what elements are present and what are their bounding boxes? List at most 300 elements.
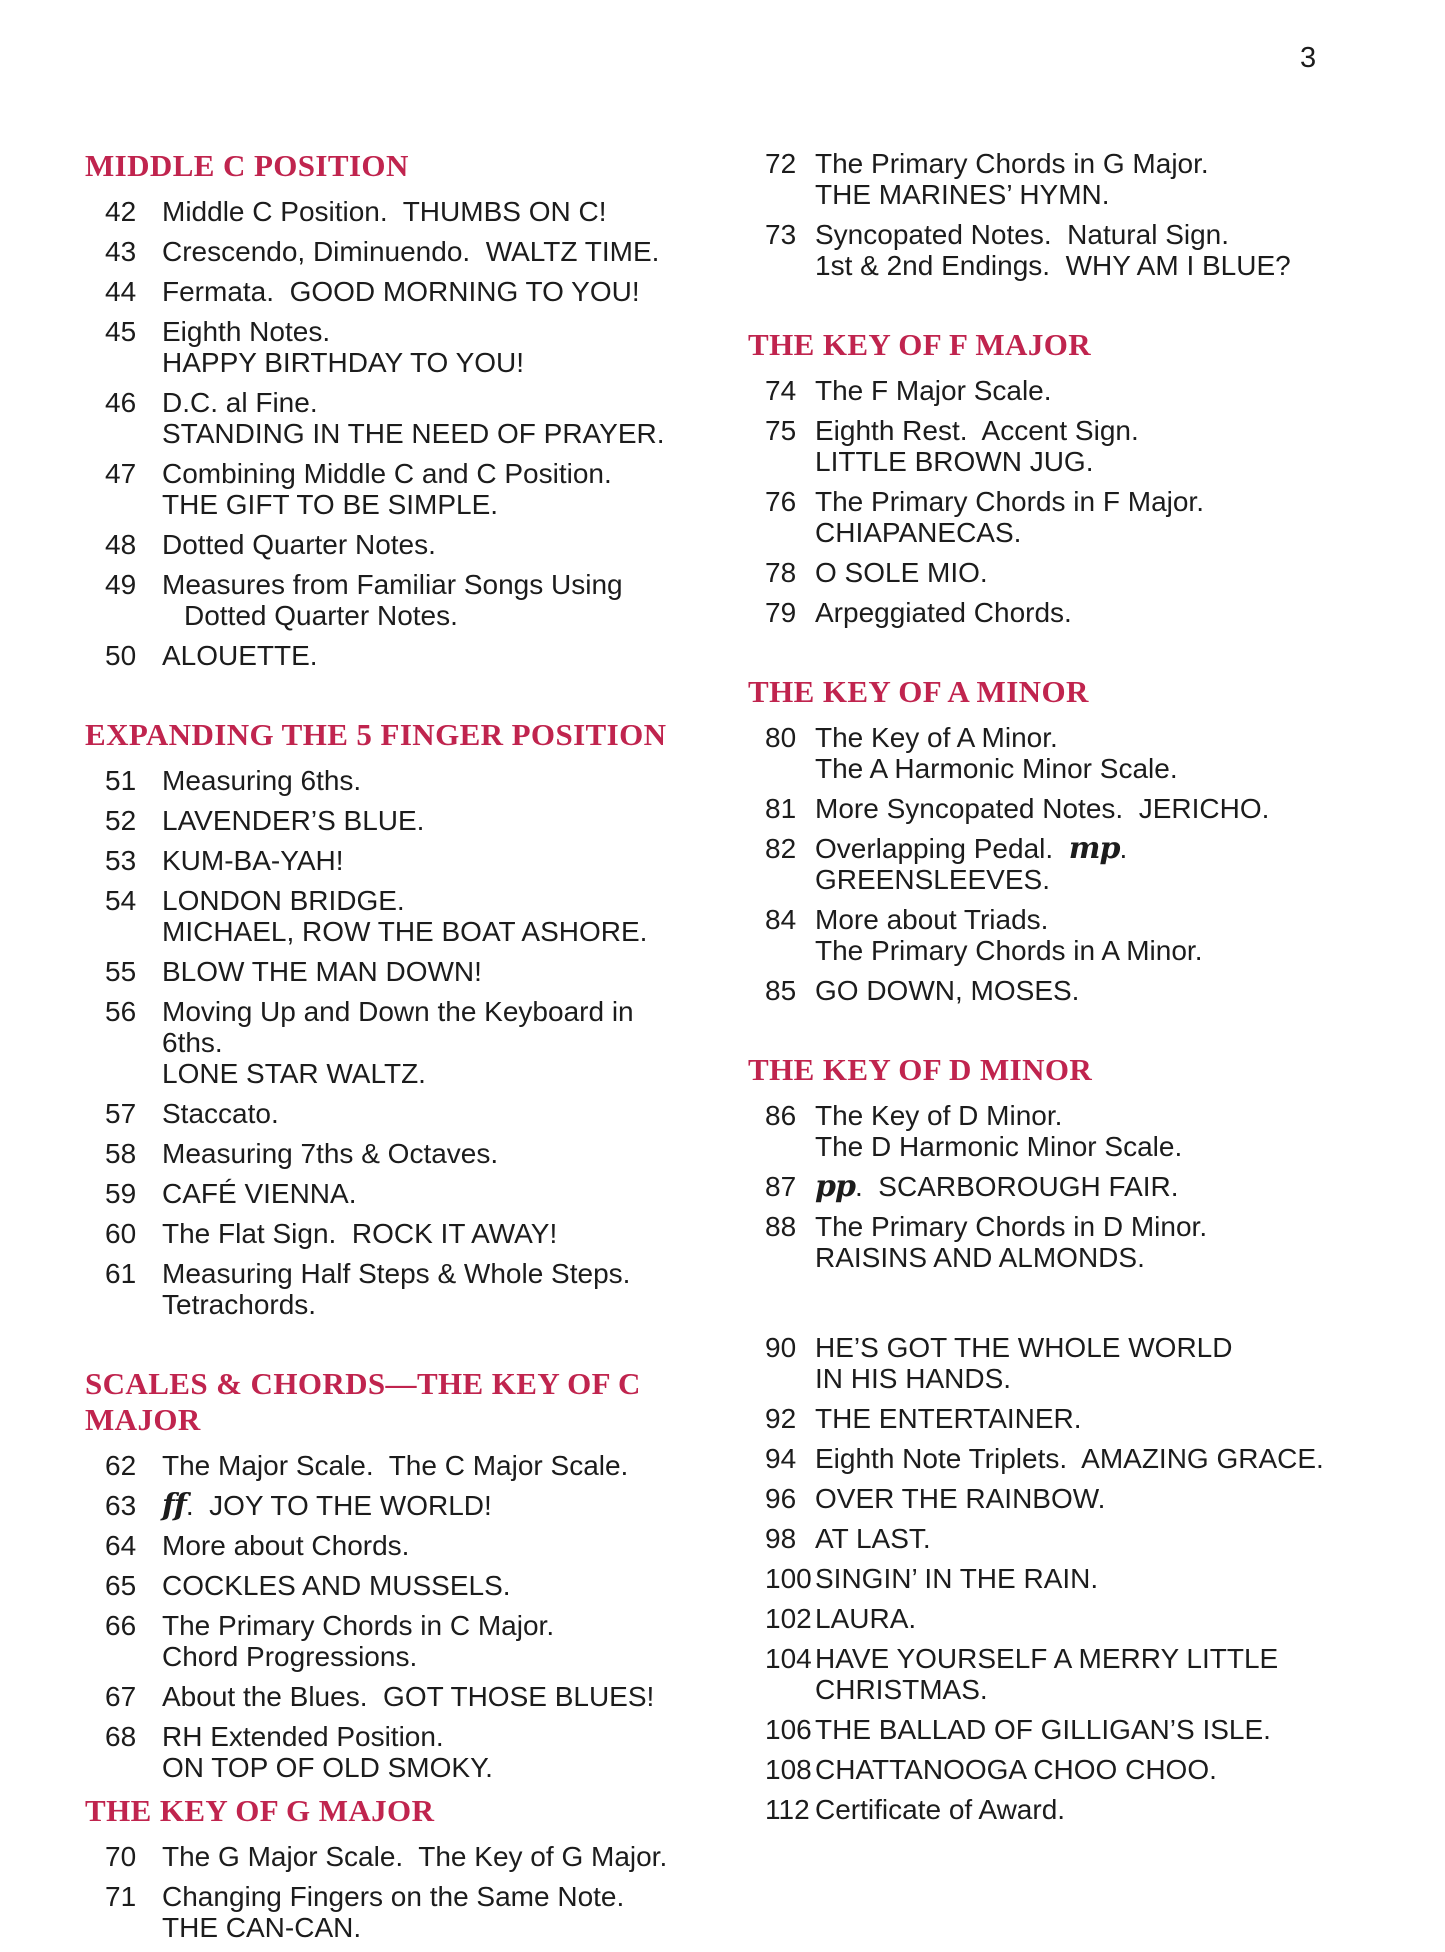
text-segment: OVER THE RAINBOW. xyxy=(815,1483,1106,1514)
entry-page-number: 66 xyxy=(105,1610,137,1641)
entry-text-line xyxy=(162,489,700,520)
entry-text-line xyxy=(815,557,1413,588)
text-segment: Tetrachords. xyxy=(162,1289,317,1320)
text-segment: STANDING IN THE NEED OF PRAYER. xyxy=(162,418,665,449)
entry-text-line xyxy=(815,1794,1413,1825)
entry-text-line xyxy=(815,1242,1413,1273)
text-segment: AT LAST. xyxy=(815,1523,931,1554)
entry-text-line xyxy=(162,1098,700,1129)
text-segment: . JOY TO THE WORLD! xyxy=(185,1490,492,1521)
entry-text xyxy=(815,1443,1413,1474)
text-segment: More Syncopated Notes. JERICHO. xyxy=(815,793,1270,824)
text-segment: CHATTANOOGA CHOO CHOO. xyxy=(815,1754,1217,1785)
toc-entry xyxy=(85,1450,700,1481)
toc-entry xyxy=(85,1218,700,1249)
toc-entry xyxy=(85,236,700,267)
toc-entry xyxy=(85,1841,700,1872)
entry-text xyxy=(162,845,700,876)
toc-entry xyxy=(748,833,1413,895)
text-segment: Syncopated Notes. Natural Sign. xyxy=(815,219,1230,250)
entry-text-line xyxy=(815,1674,1413,1705)
entry-text-line xyxy=(162,640,700,671)
section-gap xyxy=(748,1282,1413,1332)
text-segment: The A Harmonic Minor Scale. xyxy=(815,753,1178,784)
entry-text xyxy=(815,722,1413,784)
entry-text xyxy=(162,387,700,449)
entry-page-number: 86 xyxy=(765,1100,797,1131)
entry-page-number: 87 xyxy=(765,1171,797,1202)
text-segment: The Primary Chords in C Major. xyxy=(162,1610,555,1641)
toc-entry xyxy=(748,1714,1413,1745)
entry-text-line xyxy=(162,1610,700,1641)
entry-text xyxy=(815,1332,1413,1394)
text-segment: LONE STAR WALTZ. xyxy=(162,1058,426,1089)
entry-text-line xyxy=(162,1490,700,1521)
entry-text-line xyxy=(162,347,700,378)
toc-entry xyxy=(748,1794,1413,1825)
entry-page-number: 59 xyxy=(105,1178,137,1209)
toc-entry xyxy=(85,1098,700,1129)
entry-page-number: 98 xyxy=(765,1523,797,1554)
entry-text xyxy=(162,885,700,947)
entry-text xyxy=(815,597,1413,628)
toc-entry xyxy=(85,1681,700,1712)
toc-entry xyxy=(748,486,1413,548)
toc-entry xyxy=(85,458,700,520)
toc-entry xyxy=(748,219,1413,281)
text-segment: . SCARBOROUGH FAIR. xyxy=(854,1171,1179,1202)
text-segment: The Major Scale. The C Major Scale. xyxy=(162,1450,629,1481)
entry-page-number: 79 xyxy=(765,597,797,628)
entry-text xyxy=(815,557,1413,588)
entry-page-number: 46 xyxy=(105,387,137,418)
toc-entry xyxy=(85,1530,700,1561)
entry-text xyxy=(815,1403,1413,1434)
text-segment: THE GIFT TO BE SIMPLE. xyxy=(162,489,499,520)
entry-text xyxy=(162,1178,700,1209)
text-segment: GREENSLEEVES. xyxy=(815,864,1050,895)
text-segment: ALOUETTE. xyxy=(162,640,318,671)
toc-entry xyxy=(85,569,700,631)
entry-text-line xyxy=(162,316,700,347)
entry-text-line xyxy=(162,1841,700,1872)
entry-text-line xyxy=(162,1881,700,1912)
entry-text-line xyxy=(815,219,1413,250)
entry-page-number: 67 xyxy=(105,1681,137,1712)
toc-entry xyxy=(85,196,700,227)
entry-text xyxy=(815,1523,1413,1554)
entry-text-line xyxy=(815,1211,1413,1242)
toc-entry xyxy=(748,722,1413,784)
entry-text-line xyxy=(815,722,1413,753)
toc-entry xyxy=(748,1643,1413,1705)
entry-text-line xyxy=(815,1603,1413,1634)
text-segment: About the Blues. GOT THOSE BLUES! xyxy=(162,1681,655,1712)
entry-text xyxy=(162,276,700,307)
entry-text xyxy=(162,1721,700,1783)
entry-text xyxy=(162,765,700,796)
text-segment: KUM-BA-YAH! xyxy=(162,845,344,876)
entry-text-line xyxy=(162,805,700,836)
toc-entry xyxy=(748,1563,1413,1594)
entry-page-number: 80 xyxy=(765,722,797,753)
text-segment: Staccato. xyxy=(162,1098,279,1129)
text-segment: Arpeggiated Chords. xyxy=(815,597,1072,628)
entry-text xyxy=(815,833,1413,895)
entry-page-number: 74 xyxy=(765,375,797,406)
entry-page-number: 82 xyxy=(765,833,797,864)
entry-text-line xyxy=(162,916,700,947)
dynamic-symbol: ff xyxy=(162,1488,186,1523)
toc-entry xyxy=(85,316,700,378)
entry-page-number: 76 xyxy=(765,486,797,517)
entry-text xyxy=(162,236,700,267)
text-segment: Changing Fingers on the Same Note. xyxy=(162,1881,625,1912)
entry-text-line xyxy=(815,975,1413,1006)
toc-entry xyxy=(748,1754,1413,1785)
entry-page-number: 90 xyxy=(765,1332,797,1363)
entry-text-line xyxy=(162,600,700,631)
entry-text xyxy=(815,1714,1413,1745)
entry-page-number: 72 xyxy=(765,148,797,179)
text-segment: Fermata. GOOD MORNING TO YOU! xyxy=(162,276,640,307)
text-segment: The F Major Scale. xyxy=(815,375,1052,406)
entry-text-line xyxy=(815,179,1413,210)
text-segment: LAVENDER’S BLUE. xyxy=(162,805,425,836)
entry-page-number: 64 xyxy=(105,1530,137,1561)
entry-text-line xyxy=(815,1100,1413,1131)
entry-text-line xyxy=(815,864,1413,895)
entry-page-number: 54 xyxy=(105,885,137,916)
text-segment: Measures from Familiar Songs Using xyxy=(162,569,623,600)
text-segment: CAFÉ VIENNA. xyxy=(162,1178,357,1209)
toc-entry xyxy=(748,1332,1413,1394)
entry-text xyxy=(162,458,700,520)
entry-page-number: 106 xyxy=(765,1714,812,1745)
entry-text-line xyxy=(815,486,1413,517)
entry-page-number: 92 xyxy=(765,1403,797,1434)
section-heading: THE KEY OF F MAJOR xyxy=(748,327,1092,362)
section-heading: SCALES & CHORDS—THE KEY OF C MAJOR xyxy=(85,1366,641,1437)
entry-text xyxy=(815,375,1413,406)
text-segment: SINGIN’ IN THE RAIN. xyxy=(815,1563,1099,1594)
text-segment: O SOLE MIO. xyxy=(815,557,988,588)
toc-entry xyxy=(748,1603,1413,1634)
entry-page-number: 50 xyxy=(105,640,137,671)
text-segment: Middle C Position. THUMBS ON C! xyxy=(162,196,607,227)
text-segment: HAVE YOURSELF A MERRY LITTLE xyxy=(815,1643,1279,1674)
entry-text-line xyxy=(815,753,1413,784)
text-segment: The Primary Chords in D Minor. xyxy=(815,1211,1208,1242)
entry-text-line xyxy=(162,1138,700,1169)
text-segment: GO DOWN, MOSES. xyxy=(815,975,1080,1006)
toc-entry xyxy=(85,276,700,307)
text-segment: THE CAN-CAN. xyxy=(162,1912,362,1943)
entry-text-line xyxy=(815,375,1413,406)
text-segment: LITTLE BROWN JUG. xyxy=(815,446,1094,477)
entry-text-line xyxy=(815,833,1413,864)
text-segment: . xyxy=(1119,833,1128,864)
entry-page-number: 78 xyxy=(765,557,797,588)
entry-page-number: 45 xyxy=(105,316,137,347)
entry-text-line xyxy=(815,517,1413,548)
entry-page-number: 58 xyxy=(105,1138,137,1169)
toc-entry xyxy=(748,1211,1413,1273)
entry-text-line xyxy=(162,1641,700,1672)
section-heading: THE KEY OF A MINOR xyxy=(748,674,1089,709)
text-segment: ON TOP OF OLD SMOKY. xyxy=(162,1752,493,1783)
entry-text-line xyxy=(162,1218,700,1249)
toc-entry xyxy=(85,1138,700,1169)
toc-entry xyxy=(85,529,700,560)
entry-text-line xyxy=(815,250,1413,281)
entry-text xyxy=(162,1258,700,1320)
entry-page-number: 56 xyxy=(105,996,137,1027)
entry-page-number: 65 xyxy=(105,1570,137,1601)
toc-entry xyxy=(85,956,700,987)
text-segment: RAISINS AND ALMONDS. xyxy=(815,1242,1145,1273)
entry-text xyxy=(815,793,1413,824)
toc-column-left xyxy=(85,148,700,1952)
entry-text-line xyxy=(162,1912,700,1943)
entry-text-line xyxy=(162,387,700,418)
toc-entry xyxy=(85,1490,700,1521)
entry-text xyxy=(815,1171,1413,1202)
entry-text xyxy=(162,569,700,631)
text-segment: Certificate of Award. xyxy=(815,1794,1066,1825)
entry-text xyxy=(162,1681,700,1712)
entry-text-line xyxy=(162,1178,700,1209)
entry-page-number: 85 xyxy=(765,975,797,1006)
toc-entry xyxy=(85,845,700,876)
entry-text-line xyxy=(162,458,700,489)
dynamic-symbol: pp xyxy=(815,1169,855,1204)
entry-text-line xyxy=(162,529,700,560)
toc-entry xyxy=(85,996,700,1089)
entry-text xyxy=(162,1881,700,1943)
entry-text-line xyxy=(162,1450,700,1481)
entry-page-number: 88 xyxy=(765,1211,797,1242)
entry-text-line xyxy=(815,1643,1413,1674)
text-segment: COCKLES AND MUSSELS. xyxy=(162,1570,511,1601)
toc-entry xyxy=(85,885,700,947)
entry-text xyxy=(162,640,700,671)
text-segment: Dotted Quarter Notes. xyxy=(162,529,436,560)
entry-text-line xyxy=(815,793,1413,824)
entry-page-number: 48 xyxy=(105,529,137,560)
toc-entry xyxy=(85,1178,700,1209)
entry-page-number: 102 xyxy=(765,1603,812,1634)
toc-entry xyxy=(748,904,1413,966)
entry-text-line xyxy=(162,1752,700,1783)
entry-text-line xyxy=(162,996,700,1058)
entry-text-line xyxy=(815,1363,1413,1394)
text-segment: More about Triads. xyxy=(815,904,1049,935)
entry-text-line xyxy=(815,1714,1413,1745)
entry-page-number: 53 xyxy=(105,845,137,876)
entry-page-number: 49 xyxy=(105,569,137,600)
text-segment: Moving Up and Down the Keyboard in 6ths. xyxy=(162,996,642,1058)
toc-entry xyxy=(748,1100,1413,1162)
entry-text xyxy=(162,1218,700,1249)
text-segment: Measuring 6ths. xyxy=(162,765,362,796)
text-segment: Overlapping Pedal. xyxy=(815,833,1069,864)
entry-text xyxy=(162,1530,700,1561)
entry-text xyxy=(815,904,1413,966)
text-segment: LAURA. xyxy=(815,1603,917,1634)
text-segment: Eighth Note Triplets. AMAZING GRACE. xyxy=(815,1443,1324,1474)
text-segment: D.C. al Fine. xyxy=(162,387,318,418)
entry-text xyxy=(162,196,700,227)
toc-entry xyxy=(748,1403,1413,1434)
toc-column-right xyxy=(748,148,1413,1834)
entry-page-number: 47 xyxy=(105,458,137,489)
toc-entry xyxy=(748,375,1413,406)
text-segment: CHRISTMAS. xyxy=(815,1674,988,1705)
entry-text-line xyxy=(162,569,700,600)
toc-entry xyxy=(748,1171,1413,1202)
entry-text-line xyxy=(162,1530,700,1561)
text-segment: The Primary Chords in A Minor. xyxy=(815,935,1203,966)
text-segment: HAPPY BIRTHDAY TO YOU! xyxy=(162,347,525,378)
entry-text-line xyxy=(815,1563,1413,1594)
entry-text-line xyxy=(162,418,700,449)
section-heading: THE KEY OF G MAJOR xyxy=(85,1793,435,1828)
text-segment: The Primary Chords in G Major. xyxy=(815,148,1209,179)
text-segment: The Primary Chords in F Major. xyxy=(815,486,1204,517)
entry-text xyxy=(162,956,700,987)
entry-text-line xyxy=(815,1171,1413,1202)
entry-text xyxy=(815,1100,1413,1162)
page-number: 3 xyxy=(1300,42,1317,74)
entry-text-line xyxy=(162,276,700,307)
entry-text xyxy=(162,996,700,1089)
entry-page-number: 52 xyxy=(105,805,137,836)
entry-text-line xyxy=(162,1258,700,1289)
entry-page-number: 84 xyxy=(765,904,797,935)
entry-text-line xyxy=(815,1754,1413,1785)
text-segment: MICHAEL, ROW THE BOAT ASHORE. xyxy=(162,916,648,947)
entry-text xyxy=(162,1570,700,1601)
entry-text xyxy=(162,529,700,560)
text-segment: Eighth Rest. Accent Sign. xyxy=(815,415,1139,446)
toc-entry xyxy=(748,1483,1413,1514)
entry-page-number: 73 xyxy=(765,219,797,250)
entry-text xyxy=(815,415,1413,477)
toc-entry xyxy=(85,805,700,836)
toc-entry xyxy=(85,765,700,796)
text-segment: THE MARINES’ HYMN. xyxy=(815,179,1110,210)
toc-entry xyxy=(85,640,700,671)
entry-page-number: 61 xyxy=(105,1258,137,1289)
entry-text xyxy=(162,1138,700,1169)
entry-text-line xyxy=(162,1570,700,1601)
entry-text-line xyxy=(815,904,1413,935)
text-segment: THE BALLAD OF GILLIGAN’S ISLE. xyxy=(815,1714,1271,1745)
entry-text-line xyxy=(162,236,700,267)
text-segment: More about Chords. xyxy=(162,1530,410,1561)
entry-page-number: 42 xyxy=(105,196,137,227)
section-heading: MIDDLE C POSITION xyxy=(85,148,409,183)
text-segment: Crescendo, Diminuendo. WALTZ TIME. xyxy=(162,236,660,267)
toc-entry xyxy=(748,1443,1413,1474)
entry-text-line xyxy=(815,415,1413,446)
entry-page-number: 57 xyxy=(105,1098,137,1129)
text-segment: Combining Middle C and C Position. xyxy=(162,458,612,489)
entry-text xyxy=(815,1211,1413,1273)
toc-entry xyxy=(748,793,1413,824)
text-segment: The Flat Sign. ROCK IT AWAY! xyxy=(162,1218,558,1249)
text-segment: THE ENTERTAINER. xyxy=(815,1403,1082,1434)
dynamic-symbol: mp xyxy=(1068,831,1120,866)
entry-text-line xyxy=(815,1131,1413,1162)
entry-text-line xyxy=(815,1403,1413,1434)
entry-text-line xyxy=(162,885,700,916)
entry-text xyxy=(815,1563,1413,1594)
entry-text-line xyxy=(162,196,700,227)
text-segment: BLOW THE MAN DOWN! xyxy=(162,956,482,987)
entry-text-line xyxy=(162,956,700,987)
entry-page-number: 51 xyxy=(105,765,137,796)
toc-entry xyxy=(85,387,700,449)
entry-page-number: 104 xyxy=(765,1643,812,1674)
entry-text xyxy=(815,148,1413,210)
text-segment: Eighth Notes. xyxy=(162,316,331,347)
text-segment: CHIAPANECAS. xyxy=(815,517,1022,548)
text-segment: The G Major Scale. The Key of G Major. xyxy=(162,1841,668,1872)
entry-text xyxy=(815,1483,1413,1514)
entry-text-line xyxy=(815,597,1413,628)
entry-text-line xyxy=(162,1721,700,1752)
entry-text-line xyxy=(815,1443,1413,1474)
entry-page-number: 63 xyxy=(105,1490,137,1521)
toc-entry xyxy=(748,597,1413,628)
entry-text xyxy=(162,316,700,378)
entry-text xyxy=(162,1610,700,1672)
section-heading: THE KEY OF D MINOR xyxy=(748,1052,1093,1087)
entry-page-number: 43 xyxy=(105,236,137,267)
entry-page-number: 71 xyxy=(105,1881,137,1912)
entry-page-number: 100 xyxy=(765,1563,812,1594)
entry-text xyxy=(815,219,1413,281)
entry-page-number: 44 xyxy=(105,276,137,307)
entry-text xyxy=(162,805,700,836)
entry-text-line xyxy=(162,1058,700,1089)
toc-entry xyxy=(85,1721,700,1783)
entry-text-line xyxy=(815,1483,1413,1514)
entry-text xyxy=(815,1643,1413,1705)
entry-text-line xyxy=(162,845,700,876)
entry-text-line xyxy=(162,765,700,796)
toc-entry xyxy=(748,148,1413,210)
entry-text xyxy=(815,1794,1413,1825)
toc-entry xyxy=(748,1523,1413,1554)
entry-text-line xyxy=(815,446,1413,477)
entry-text-line xyxy=(815,1332,1413,1363)
toc-entry xyxy=(748,557,1413,588)
entry-page-number: 96 xyxy=(765,1483,797,1514)
entry-text xyxy=(815,486,1413,548)
entry-page-number: 62 xyxy=(105,1450,137,1481)
toc-entry xyxy=(85,1881,700,1943)
entry-page-number: 108 xyxy=(765,1754,812,1785)
entry-page-number: 112 xyxy=(765,1794,810,1825)
text-segment: 1st & 2nd Endings. WHY AM I BLUE? xyxy=(815,250,1291,281)
entry-text-line xyxy=(815,935,1413,966)
entry-page-number: 70 xyxy=(105,1841,137,1872)
section-heading: EXPANDING THE 5 FINGER POSITION xyxy=(85,717,667,752)
toc-entry xyxy=(748,415,1413,477)
